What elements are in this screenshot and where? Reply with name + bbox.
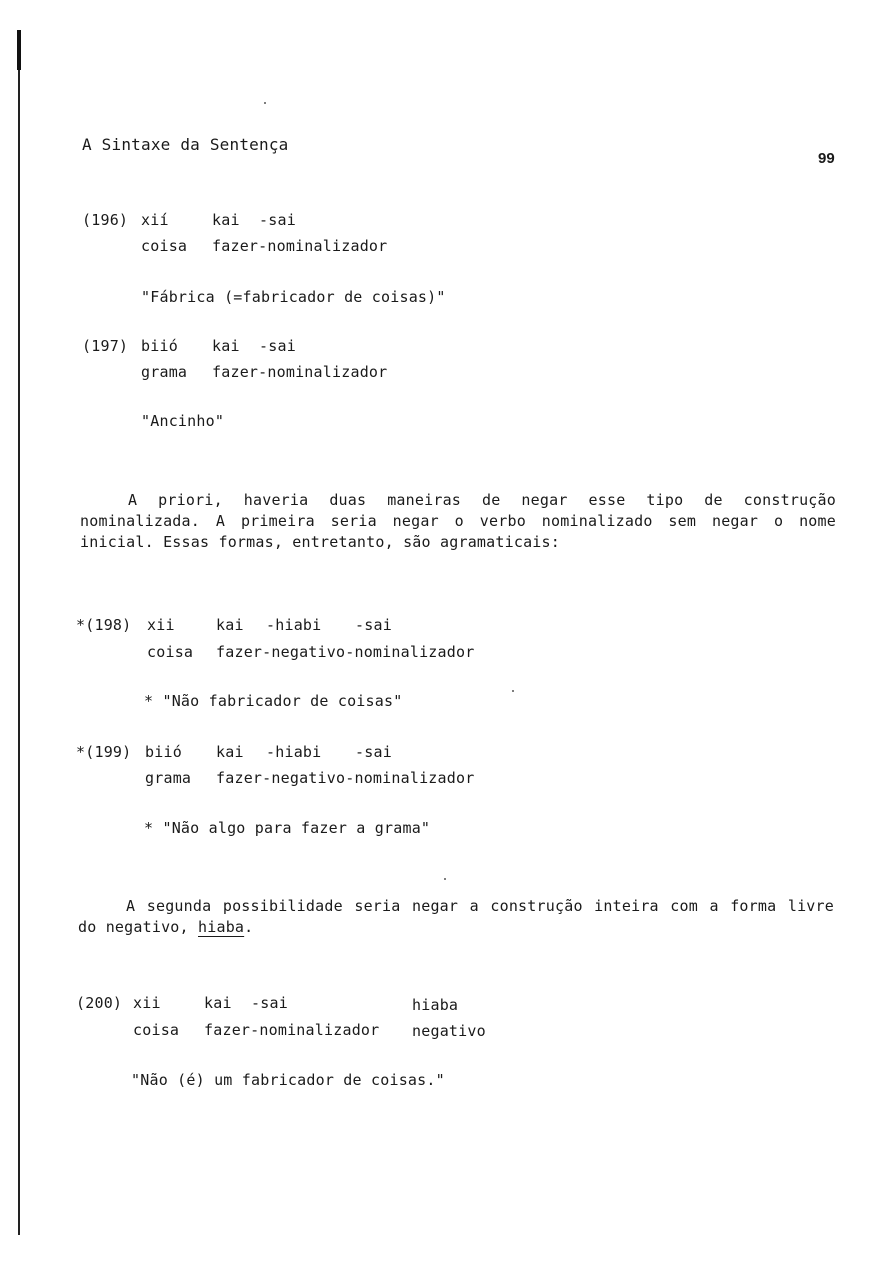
example-200-gloss: coisa: [133, 1021, 180, 1039]
example-198-gloss: fazer-negativo-nominalizador: [216, 643, 475, 661]
example-200-gloss: negativo: [412, 1022, 486, 1040]
example-199-morpheme: biió: [145, 743, 182, 761]
example-197-morpheme: -sai: [259, 337, 296, 355]
page-number: 99: [818, 150, 835, 167]
scan-speck: [264, 102, 266, 104]
body-paragraph: [80, 490, 836, 553]
example-196-morpheme: -sai: [259, 211, 296, 229]
example-196-morpheme: kai: [212, 211, 240, 229]
example-200-gloss: fazer-nominalizador: [204, 1021, 380, 1039]
example-198-morpheme: -sai: [355, 616, 392, 634]
example-196-gloss: fazer-nominalizador: [212, 237, 388, 255]
left-margin-rule-mark: [17, 30, 21, 70]
body-paragraph: [78, 896, 834, 938]
example-196-number: (196): [82, 211, 129, 229]
example-199-morpheme: -sai: [355, 743, 392, 761]
paragraph-text: A segunda possibilidade seria negar a construção inteira com a forma livre do negativo,: [78, 897, 834, 936]
example-196-gloss: coisa: [141, 237, 188, 255]
example-199-translation: * "Não algo para fazer a grama": [144, 819, 431, 837]
example-197-morpheme: biió: [141, 337, 178, 355]
scan-speck: [444, 878, 446, 880]
scan-speck: [512, 690, 514, 692]
example-200-morpheme: -sai: [251, 994, 288, 1012]
example-198-number: *(198): [76, 616, 132, 634]
example-199-number: *(199): [76, 743, 132, 761]
example-198-morpheme: kai: [216, 616, 244, 634]
example-199-morpheme: kai: [216, 743, 244, 761]
paragraph-text: A priori, haveria duas maneiras de negar esse tipo de construção nominalizada. A primeira seria negar o verbo nominalizado sem negar o nome inicial. Essas formas, entretanto, são agramaticais:: [80, 491, 836, 551]
example-200-morpheme: hiaba: [412, 996, 459, 1014]
example-198-gloss: coisa: [147, 643, 194, 661]
underlined-term: hiaba: [198, 918, 245, 936]
example-197-morpheme: kai: [212, 337, 240, 355]
example-200-morpheme: kai: [204, 994, 232, 1012]
example-197-gloss: grama: [141, 363, 188, 381]
running-header: A Sintaxe da Sentença: [82, 135, 289, 154]
example-199-morpheme: -hiabi: [266, 743, 322, 761]
example-197-number: (197): [82, 337, 129, 355]
example-200-translation: "Não (é) um fabricador de coisas.": [131, 1071, 445, 1089]
example-197-gloss: fazer-nominalizador: [212, 363, 388, 381]
example-199-gloss: fazer-negativo-nominalizador: [216, 769, 475, 787]
example-200-number: (200): [76, 994, 123, 1012]
example-198-translation: * "Não fabricador de coisas": [144, 692, 403, 710]
example-196-translation: "Fábrica (=fabricador de coisas)": [141, 288, 446, 306]
example-197-translation: "Ancinho": [141, 412, 225, 430]
left-margin-rule: [18, 30, 20, 1235]
paragraph-text: .: [244, 918, 254, 936]
example-196-morpheme: xií: [141, 211, 169, 229]
example-198-morpheme: -hiabi: [266, 616, 322, 634]
example-198-morpheme: xii: [147, 616, 175, 634]
example-199-gloss: grama: [145, 769, 192, 787]
example-200-morpheme: xii: [133, 994, 161, 1012]
